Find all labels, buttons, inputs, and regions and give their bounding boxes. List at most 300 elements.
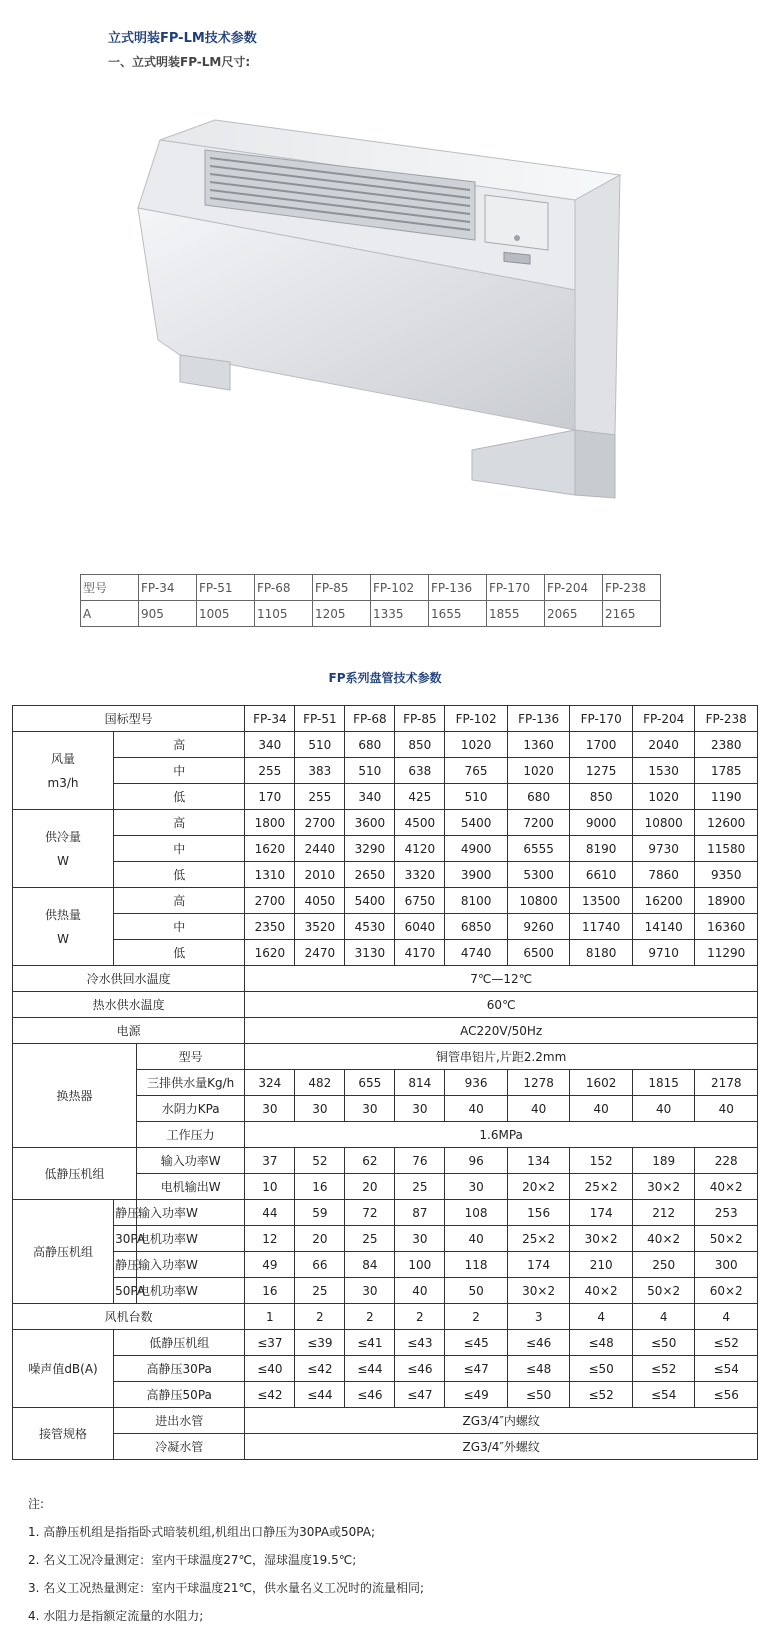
value-cell: 30×2 — [570, 1226, 633, 1252]
value-cell: 12 — [245, 1226, 295, 1252]
value-cell: 680 — [507, 784, 570, 810]
value-cell: 37 — [245, 1148, 295, 1174]
merged-value-cell: 7℃—12℃ — [245, 966, 758, 992]
value-cell: 2650 — [345, 862, 395, 888]
group-label: 噪声值dB(A) — [13, 1330, 114, 1408]
value-cell: 20 — [295, 1226, 345, 1252]
group-label: 换热器 — [13, 1044, 137, 1148]
value-cell: ≤44 — [345, 1356, 395, 1382]
dimension-cell: 1105 — [255, 601, 313, 627]
note-item: 2. 名义工况冷量测定：室内干球温度27℃，湿球温度19.5℃; — [28, 1553, 357, 1567]
value-cell: 4050 — [295, 888, 345, 914]
value-cell: 20 — [345, 1174, 395, 1200]
group-label — [13, 732, 114, 810]
value-cell: ≤42 — [295, 1356, 345, 1382]
sub-group-label: 静压 — [114, 1200, 137, 1226]
value-cell: ≤44 — [295, 1382, 345, 1408]
value-cell: 383 — [295, 758, 345, 784]
value-cell: 1020 — [445, 732, 508, 758]
dimension-table — [80, 574, 661, 627]
level-label: 高 — [114, 732, 245, 758]
value-cell: 510 — [345, 758, 395, 784]
value-cell: 8100 — [445, 888, 508, 914]
value-cell: ≤52 — [632, 1356, 695, 1382]
spec-table — [12, 705, 758, 1460]
value-cell: 340 — [245, 732, 295, 758]
value-cell: 2 — [295, 1304, 345, 1330]
merged-value-cell: 铜管串铝片,片距2.2mm — [245, 1044, 758, 1070]
note-item: 1. 高静压机组是指指卧式暗装机组,机组出口静压为30PA或50PA; — [28, 1525, 376, 1539]
table-row — [13, 914, 758, 940]
value-cell: FP-102 — [445, 706, 508, 732]
value-cell: 482 — [295, 1070, 345, 1096]
dimension-cell: 型号 — [81, 575, 139, 601]
value-cell: FP-85 — [395, 706, 445, 732]
value-cell: 25×2 — [507, 1226, 570, 1252]
value-cell: ≤41 — [345, 1330, 395, 1356]
row-label: 国标型号 — [13, 706, 245, 732]
value-cell: 6850 — [445, 914, 508, 940]
dimension-cell: FP-51 — [197, 575, 255, 601]
value-cell: 253 — [695, 1200, 758, 1226]
value-cell: ≤49 — [445, 1382, 508, 1408]
group-label — [13, 888, 114, 966]
value-cell: 50×2 — [632, 1278, 695, 1304]
row-label: 输入功率W — [136, 1200, 244, 1226]
value-cell: ≤50 — [632, 1330, 695, 1356]
value-cell: 4500 — [395, 810, 445, 836]
table-row — [13, 1434, 758, 1460]
cell-label-line: m3/h — [47, 775, 79, 790]
level-label: 高 — [114, 888, 245, 914]
row-label: 输入功率W — [136, 1252, 244, 1278]
table-row — [13, 888, 758, 914]
value-cell: 30 — [395, 1096, 445, 1122]
dimension-cell: 1005 — [197, 601, 255, 627]
value-cell: 255 — [295, 784, 345, 810]
merged-value-cell: AC220V/50Hz — [245, 1018, 758, 1044]
dimension-cell: 905 — [139, 601, 197, 627]
value-cell: 189 — [632, 1148, 695, 1174]
value-cell: 936 — [445, 1070, 508, 1096]
value-cell: ≤46 — [345, 1382, 395, 1408]
value-cell: 66 — [295, 1252, 345, 1278]
dimension-cell: FP-204 — [545, 575, 603, 601]
value-cell: 2700 — [295, 810, 345, 836]
value-cell: ≤48 — [507, 1356, 570, 1382]
value-cell: 2380 — [695, 732, 758, 758]
value-cell: 6750 — [395, 888, 445, 914]
value-cell: 30 — [345, 1278, 395, 1304]
row-label: 风机台数 — [13, 1304, 245, 1330]
value-cell: 1020 — [632, 784, 695, 810]
value-cell: 4120 — [395, 836, 445, 862]
value-cell: 1620 — [245, 836, 295, 862]
value-cell: 4 — [695, 1304, 758, 1330]
fan-coil-unit-image — [120, 100, 660, 540]
merged-value-cell: ZG3/4″外螺纹 — [245, 1434, 758, 1460]
value-cell: 2700 — [245, 888, 295, 914]
value-cell: 1800 — [245, 810, 295, 836]
value-cell: 30 — [395, 1226, 445, 1252]
value-cell: 4740 — [445, 940, 508, 966]
table-row — [13, 1148, 758, 1174]
value-cell: 8190 — [570, 836, 633, 862]
value-cell: 1815 — [632, 1070, 695, 1096]
dimension-cell: 1655 — [429, 601, 487, 627]
value-cell: 510 — [445, 784, 508, 810]
page-title: 立式明装FP-LM技术参数 — [108, 31, 257, 46]
sub-group-label: 静压 — [114, 1252, 137, 1278]
value-cell: ≤43 — [395, 1330, 445, 1356]
value-cell: 10800 — [507, 888, 570, 914]
value-cell: 1700 — [570, 732, 633, 758]
value-cell: ≤47 — [445, 1356, 508, 1382]
value-cell: ≤46 — [507, 1330, 570, 1356]
row-label: 电机功率W — [136, 1278, 244, 1304]
value-cell: ≤47 — [395, 1382, 445, 1408]
level-label: 中 — [114, 914, 245, 940]
value-cell: 1310 — [245, 862, 295, 888]
value-cell: ≤42 — [245, 1382, 295, 1408]
value-cell: 87 — [395, 1200, 445, 1226]
table-row — [13, 1304, 758, 1330]
table-row — [13, 940, 758, 966]
value-cell: 156 — [507, 1200, 570, 1226]
cell-label-line: W — [57, 853, 69, 868]
dimension-cell: 1335 — [371, 601, 429, 627]
value-cell: 52 — [295, 1148, 345, 1174]
table-row — [13, 862, 758, 888]
level-label: 低 — [114, 784, 245, 810]
value-cell: 425 — [395, 784, 445, 810]
value-cell: 324 — [245, 1070, 295, 1096]
value-cell: FP-51 — [295, 706, 345, 732]
value-cell: 255 — [245, 758, 295, 784]
notes-title: 注: — [28, 1497, 45, 1511]
value-cell: 25 — [345, 1226, 395, 1252]
value-cell: 2 — [395, 1304, 445, 1330]
table-row — [81, 575, 661, 601]
value-cell: 30 — [445, 1174, 508, 1200]
value-cell: 152 — [570, 1148, 633, 1174]
row-label: 进出水管 — [114, 1408, 245, 1434]
value-cell: 72 — [345, 1200, 395, 1226]
value-cell: 3320 — [395, 862, 445, 888]
value-cell: 14140 — [632, 914, 695, 940]
row-label: 电机输出W — [136, 1174, 244, 1200]
row-label: 电机功率W — [136, 1226, 244, 1252]
value-cell: 1602 — [570, 1070, 633, 1096]
table-row — [13, 1018, 758, 1044]
value-cell: 2350 — [245, 914, 295, 940]
dimension-cell: 2065 — [545, 601, 603, 627]
row-label: 冷水供回水温度 — [13, 966, 245, 992]
value-cell: 2 — [445, 1304, 508, 1330]
value-cell: 40 — [507, 1096, 570, 1122]
sub-group-label: 50PA — [114, 1278, 137, 1304]
value-cell: 1530 — [632, 758, 695, 784]
dimension-cell: 2165 — [603, 601, 661, 627]
value-cell: ≤46 — [395, 1356, 445, 1382]
value-cell: 25×2 — [570, 1174, 633, 1200]
value-cell: 16 — [245, 1278, 295, 1304]
sub-group-label: 30PA — [114, 1226, 137, 1252]
value-cell: 5400 — [445, 810, 508, 836]
value-cell: 59 — [295, 1200, 345, 1226]
value-cell: 4 — [632, 1304, 695, 1330]
table-row — [13, 1278, 758, 1304]
dimension-cell: 1205 — [313, 601, 371, 627]
value-cell: 4530 — [345, 914, 395, 940]
value-cell: 30 — [295, 1096, 345, 1122]
value-cell: 680 — [345, 732, 395, 758]
value-cell: 210 — [570, 1252, 633, 1278]
value-cell: ≤50 — [570, 1356, 633, 1382]
value-cell: 16360 — [695, 914, 758, 940]
table-row — [13, 706, 758, 732]
value-cell: 11740 — [570, 914, 633, 940]
row-label: 低静压机组 — [114, 1330, 245, 1356]
dimension-cell: FP-136 — [429, 575, 487, 601]
value-cell: 340 — [345, 784, 395, 810]
value-cell: 50×2 — [695, 1226, 758, 1252]
value-cell: 118 — [445, 1252, 508, 1278]
value-cell: 2178 — [695, 1070, 758, 1096]
table-row — [13, 1200, 758, 1226]
cell-label-line: 供热量 — [45, 907, 82, 922]
value-cell: 40×2 — [570, 1278, 633, 1304]
spec-table-title: FP系列盘管技术参数 — [328, 671, 442, 685]
cell-label-line: 风量 — [51, 751, 76, 766]
value-cell: 174 — [507, 1252, 570, 1278]
value-cell: 1620 — [245, 940, 295, 966]
value-cell: ≤52 — [695, 1330, 758, 1356]
value-cell: 3290 — [345, 836, 395, 862]
table-row — [81, 601, 661, 627]
value-cell: ≤37 — [245, 1330, 295, 1356]
table-row — [13, 1356, 758, 1382]
value-cell: ≤45 — [445, 1330, 508, 1356]
value-cell: 4 — [570, 1304, 633, 1330]
note-item: 3. 名义工况热量测定：室内干球温度21℃，供水量名义工况时的流量相同; — [28, 1581, 425, 1595]
table-row — [13, 732, 758, 758]
value-cell: 9710 — [632, 940, 695, 966]
value-cell: 850 — [395, 732, 445, 758]
value-cell: 10800 — [632, 810, 695, 836]
group-label: 接管规格 — [13, 1408, 114, 1460]
table-row — [13, 1330, 758, 1356]
table-row — [13, 836, 758, 862]
value-cell: 3520 — [295, 914, 345, 940]
value-cell: FP-136 — [507, 706, 570, 732]
merged-value-cell: 60℃ — [245, 992, 758, 1018]
value-cell: 1785 — [695, 758, 758, 784]
value-cell: 40 — [445, 1226, 508, 1252]
value-cell: 7860 — [632, 862, 695, 888]
row-label: 水阴力KPa — [136, 1096, 244, 1122]
value-cell: 13500 — [570, 888, 633, 914]
value-cell: 40 — [570, 1096, 633, 1122]
value-cell: 170 — [245, 784, 295, 810]
value-cell: 40 — [632, 1096, 695, 1122]
dimension-cell: FP-34 — [139, 575, 197, 601]
value-cell: ≤48 — [570, 1330, 633, 1356]
value-cell: FP-238 — [695, 706, 758, 732]
level-label: 低 — [114, 862, 245, 888]
value-cell: 44 — [245, 1200, 295, 1226]
row-label: 工作压力 — [136, 1122, 244, 1148]
value-cell: 9000 — [570, 810, 633, 836]
value-cell: 10 — [245, 1174, 295, 1200]
dimension-cell: FP-102 — [371, 575, 429, 601]
value-cell: 174 — [570, 1200, 633, 1226]
value-cell: 9350 — [695, 862, 758, 888]
value-cell: 6040 — [395, 914, 445, 940]
table-row — [13, 1408, 758, 1434]
value-cell: 9730 — [632, 836, 695, 862]
merged-value-cell: 1.6MPa — [245, 1122, 758, 1148]
value-cell: 96 — [445, 1148, 508, 1174]
value-cell: 1190 — [695, 784, 758, 810]
row-label: 输入功率W — [136, 1148, 244, 1174]
value-cell: 40 — [695, 1096, 758, 1122]
value-cell: 16200 — [632, 888, 695, 914]
value-cell: 30×2 — [507, 1278, 570, 1304]
value-cell: 108 — [445, 1200, 508, 1226]
value-cell: FP-170 — [570, 706, 633, 732]
value-cell: 40×2 — [632, 1226, 695, 1252]
dimension-cell: A — [81, 601, 139, 627]
value-cell: 40 — [395, 1278, 445, 1304]
value-cell: 3130 — [345, 940, 395, 966]
value-cell: 300 — [695, 1252, 758, 1278]
value-cell: 7200 — [507, 810, 570, 836]
value-cell: 2 — [345, 1304, 395, 1330]
value-cell: ≤39 — [295, 1330, 345, 1356]
cell-label-line: W — [57, 931, 69, 946]
value-cell: 6500 — [507, 940, 570, 966]
row-label: 电源 — [13, 1018, 245, 1044]
row-label: 高静压30Pa — [114, 1356, 245, 1382]
table-row — [13, 1044, 758, 1070]
table-row — [13, 1226, 758, 1252]
value-cell: 5300 — [507, 862, 570, 888]
value-cell: 1360 — [507, 732, 570, 758]
value-cell: 25 — [295, 1278, 345, 1304]
value-cell: FP-204 — [632, 706, 695, 732]
value-cell: 2010 — [295, 862, 345, 888]
value-cell: 2040 — [632, 732, 695, 758]
value-cell: 228 — [695, 1148, 758, 1174]
value-cell: 250 — [632, 1252, 695, 1278]
value-cell: 1020 — [507, 758, 570, 784]
group-label: 高静压机组 — [13, 1200, 114, 1304]
value-cell: 30 — [345, 1096, 395, 1122]
value-cell: 30×2 — [632, 1174, 695, 1200]
value-cell: 25 — [395, 1174, 445, 1200]
value-cell: 40×2 — [695, 1174, 758, 1200]
value-cell: 60×2 — [695, 1278, 758, 1304]
table-row — [13, 758, 758, 784]
row-label: 三排供水量Kg/h — [136, 1070, 244, 1096]
group-label: 低静压机组 — [13, 1148, 137, 1200]
value-cell: ≤40 — [245, 1356, 295, 1382]
value-cell: 1275 — [570, 758, 633, 784]
value-cell: 3600 — [345, 810, 395, 836]
value-cell: 2470 — [295, 940, 345, 966]
value-cell: 16 — [295, 1174, 345, 1200]
value-cell: ≤56 — [695, 1382, 758, 1408]
value-cell: 4170 — [395, 940, 445, 966]
value-cell: FP-34 — [245, 706, 295, 732]
merged-value-cell: ZG3/4″内螺纹 — [245, 1408, 758, 1434]
value-cell: 30 — [245, 1096, 295, 1122]
value-cell: 3 — [507, 1304, 570, 1330]
value-cell: 212 — [632, 1200, 695, 1226]
level-label: 高 — [114, 810, 245, 836]
level-label: 低 — [114, 940, 245, 966]
value-cell: 49 — [245, 1252, 295, 1278]
section-subtitle: 一、立式明装FP-LM尺寸: — [108, 55, 251, 69]
dimension-cell: 1855 — [487, 601, 545, 627]
value-cell: 40 — [445, 1096, 508, 1122]
value-cell: 9260 — [507, 914, 570, 940]
value-cell: ≤50 — [507, 1382, 570, 1408]
value-cell: 134 — [507, 1148, 570, 1174]
value-cell: 4900 — [445, 836, 508, 862]
value-cell: 765 — [445, 758, 508, 784]
value-cell: 510 — [295, 732, 345, 758]
value-cell: 638 — [395, 758, 445, 784]
value-cell: 12600 — [695, 810, 758, 836]
value-cell: 84 — [345, 1252, 395, 1278]
value-cell: 655 — [345, 1070, 395, 1096]
value-cell: 11580 — [695, 836, 758, 862]
table-row — [13, 966, 758, 992]
table-row — [13, 784, 758, 810]
value-cell: 11290 — [695, 940, 758, 966]
level-label: 中 — [114, 758, 245, 784]
value-cell: 76 — [395, 1148, 445, 1174]
value-cell: 62 — [345, 1148, 395, 1174]
dimension-cell: FP-238 — [603, 575, 661, 601]
dimension-cell: FP-85 — [313, 575, 371, 601]
table-row — [13, 992, 758, 1018]
value-cell: 5400 — [345, 888, 395, 914]
dimension-cell: FP-170 — [487, 575, 545, 601]
note-item: 4. 水阻力是指额定流量的水阻力; — [28, 1609, 204, 1623]
value-cell: 6610 — [570, 862, 633, 888]
value-cell: ≤54 — [632, 1382, 695, 1408]
group-label — [13, 810, 114, 888]
value-cell: 814 — [395, 1070, 445, 1096]
row-label: 高静压50Pa — [114, 1382, 245, 1408]
value-cell: FP-68 — [345, 706, 395, 732]
dimension-cell: FP-68 — [255, 575, 313, 601]
cell-label-line: 供冷量 — [45, 829, 82, 844]
table-row — [13, 1252, 758, 1278]
value-cell: 2440 — [295, 836, 345, 862]
value-cell: 850 — [570, 784, 633, 810]
value-cell: 6555 — [507, 836, 570, 862]
value-cell: 50 — [445, 1278, 508, 1304]
notes — [28, 1490, 424, 1630]
value-cell: 100 — [395, 1252, 445, 1278]
value-cell: 8180 — [570, 940, 633, 966]
value-cell: ≤54 — [695, 1356, 758, 1382]
value-cell: ≤52 — [570, 1382, 633, 1408]
